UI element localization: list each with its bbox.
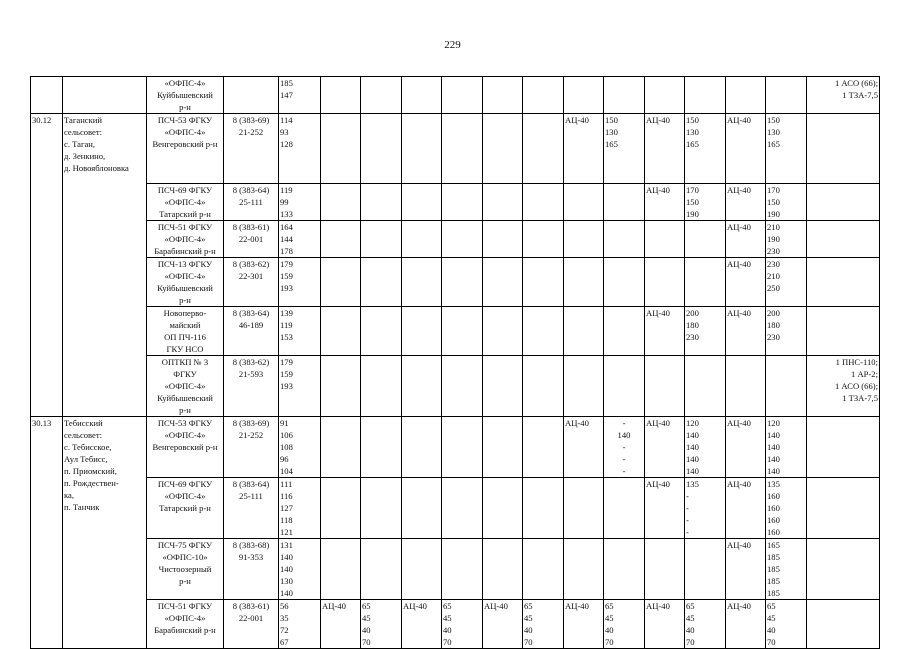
time-value-cell — [442, 356, 483, 417]
time-value-cell — [442, 184, 483, 221]
arrival-time-cell: 139 119 153 — [279, 307, 321, 356]
fire-unit-cell: «ОФПС-4» Куйбышевский р-н — [147, 77, 224, 114]
vehicle-type-cell — [321, 77, 361, 114]
time-value-cell — [523, 114, 564, 184]
time-value-cell — [361, 539, 402, 600]
vehicle-type-cell: АЦ-40 — [564, 114, 604, 184]
vehicle-type-cell — [645, 356, 685, 417]
table-row — [31, 600, 880, 649]
vehicle-type-cell — [645, 258, 685, 307]
time-value-cell: 150 130 165 — [766, 114, 807, 184]
time-value-cell — [361, 307, 402, 356]
arrival-time-cell: 114 93 128 — [279, 114, 321, 184]
fire-unit-cell: ПСЧ-13 ФГКУ «ОФПС-4» Куйбышевский р-н — [147, 258, 224, 307]
vehicle-type-cell — [483, 258, 523, 307]
time-value-cell: 65 45 40 70 — [766, 600, 807, 649]
time-value-cell — [361, 356, 402, 417]
arrival-time-cell: 119 99 133 — [279, 184, 321, 221]
time-value-cell: 165 185 185 185 185 — [766, 539, 807, 600]
time-value-cell — [523, 184, 564, 221]
phone-cell: 8 (383-64) 25-111 — [224, 478, 279, 539]
time-value-cell: 200 180 230 — [685, 307, 726, 356]
item-number-cell: 30.13 — [31, 417, 63, 649]
time-value-cell — [523, 258, 564, 307]
time-value-cell — [361, 184, 402, 221]
extra-equipment-cell — [807, 221, 880, 258]
time-value-cell: 170 150 190 — [766, 184, 807, 221]
vehicle-type-cell — [483, 417, 523, 478]
time-value-cell — [361, 77, 402, 114]
phone-cell: 8 (383-68) 91-353 — [224, 539, 279, 600]
settlement-cell — [63, 77, 147, 114]
time-value-cell: 65 45 40 70 — [361, 600, 402, 649]
time-value-cell: 200 180 230 — [766, 307, 807, 356]
vehicle-type-cell: АЦ-40 — [645, 600, 685, 649]
vehicle-type-cell — [483, 221, 523, 258]
vehicle-type-cell — [726, 77, 766, 114]
time-value-cell — [766, 77, 807, 114]
time-value-cell: 65 45 40 70 — [442, 600, 483, 649]
time-value-cell — [361, 258, 402, 307]
fire-units-table — [30, 76, 880, 649]
vehicle-type-cell — [402, 221, 442, 258]
time-value-cell — [685, 77, 726, 114]
table-row — [31, 258, 880, 307]
fire-unit-cell: ПСЧ-51 ФГКУ «ОФПС-4» Барабинский р-н — [147, 600, 224, 649]
extra-equipment-cell — [807, 114, 880, 184]
vehicle-type-cell — [321, 417, 361, 478]
fire-unit-cell: ПСЧ-53 ФГКУ «ОФПС-4» Венгеровский р-н — [147, 114, 224, 184]
extra-equipment-cell — [807, 417, 880, 478]
phone-cell: 8 (383-62) 21-593 — [224, 356, 279, 417]
time-value-cell: 65 45 40 70 — [685, 600, 726, 649]
arrival-time-cell: 179 159 193 — [279, 258, 321, 307]
fire-unit-cell: ОПТКП № 3 ФГКУ «ОФПС-4» Куйбышевский р-н — [147, 356, 224, 417]
vehicle-type-cell — [483, 114, 523, 184]
arrival-time-cell: 91 106 108 96 104 — [279, 417, 321, 478]
vehicle-type-cell: АЦ-40 — [564, 417, 604, 478]
vehicle-type-cell: АЦ-40 — [726, 417, 766, 478]
arrival-time-cell: 179 159 193 — [279, 356, 321, 417]
fire-unit-cell: ПСЧ-69 ФГКУ «ОФПС-4» Татарский р-н — [147, 478, 224, 539]
time-value-cell — [604, 258, 645, 307]
vehicle-type-cell — [483, 478, 523, 539]
time-value-cell — [523, 539, 564, 600]
time-value-cell — [604, 478, 645, 539]
time-value-cell: 120 140 140 140 140 — [766, 417, 807, 478]
extra-equipment-cell — [807, 600, 880, 649]
table-row — [31, 539, 880, 600]
time-value-cell — [523, 417, 564, 478]
time-value-cell: 120 140 140 140 140 — [685, 417, 726, 478]
time-value-cell — [604, 356, 645, 417]
time-value-cell: - 140 - - - — [604, 417, 645, 478]
time-value-cell — [604, 77, 645, 114]
vehicle-type-cell: АЦ-40 — [402, 600, 442, 649]
vehicle-type-cell — [321, 307, 361, 356]
arrival-time-cell: 56 35 72 67 — [279, 600, 321, 649]
time-value-cell: 65 45 40 70 — [523, 600, 564, 649]
vehicle-type-cell — [402, 184, 442, 221]
time-value-cell — [523, 221, 564, 258]
fire-unit-cell: ПСЧ-51 ФГКУ «ОФПС-4» Барабинский р-н — [147, 221, 224, 258]
phone-cell: 8 (383-62) 22-301 — [224, 258, 279, 307]
vehicle-type-cell — [402, 307, 442, 356]
time-value-cell — [523, 307, 564, 356]
vehicle-type-cell — [645, 77, 685, 114]
vehicle-type-cell — [564, 307, 604, 356]
vehicle-type-cell: АЦ-40 — [645, 417, 685, 478]
vehicle-type-cell: АЦ-40 — [726, 258, 766, 307]
table-row — [31, 184, 880, 221]
vehicle-type-cell: АЦ-40 — [645, 184, 685, 221]
time-value-cell — [604, 539, 645, 600]
table-row — [31, 114, 880, 184]
time-value-cell — [361, 417, 402, 478]
vehicle-type-cell — [483, 77, 523, 114]
vehicle-type-cell — [564, 258, 604, 307]
phone-cell: 8 (383-69) 21-252 — [224, 417, 279, 478]
time-value-cell — [361, 221, 402, 258]
extra-equipment-cell: 1 АСО (66); 1 ТЗА-7,5 — [807, 77, 880, 114]
time-value-cell — [685, 221, 726, 258]
time-value-cell: 135 160 160 160 160 — [766, 478, 807, 539]
time-value-cell: 135 - - - - — [685, 478, 726, 539]
item-number-cell: 30.12 — [31, 114, 63, 417]
vehicle-type-cell — [645, 221, 685, 258]
time-value-cell — [442, 221, 483, 258]
vehicle-type-cell — [483, 356, 523, 417]
vehicle-type-cell: АЦ-40 — [645, 307, 685, 356]
vehicle-type-cell: АЦ-40 — [564, 600, 604, 649]
vehicle-type-cell: АЦ-40 — [483, 600, 523, 649]
time-value-cell — [685, 258, 726, 307]
page-number: 229 — [444, 39, 461, 51]
table-row — [31, 307, 880, 356]
vehicle-type-cell — [321, 539, 361, 600]
vehicle-type-cell: АЦ-40 — [726, 184, 766, 221]
vehicle-type-cell — [564, 478, 604, 539]
time-value-cell — [604, 184, 645, 221]
extra-equipment-cell: 1 ПНС-110; 1 АР-2; 1 АСО (66); 1 ТЗА-7,5 — [807, 356, 880, 417]
time-value-cell: 170 150 190 — [685, 184, 726, 221]
arrival-time-cell: 111 116 127 118 121 — [279, 478, 321, 539]
time-value-cell — [442, 539, 483, 600]
extra-equipment-cell — [807, 184, 880, 221]
time-value-cell — [604, 221, 645, 258]
time-value-cell — [523, 478, 564, 539]
vehicle-type-cell — [645, 539, 685, 600]
table-row — [31, 221, 880, 258]
phone-cell: 8 (383-69) 21-252 — [224, 114, 279, 184]
phone-cell — [224, 77, 279, 114]
vehicle-type-cell — [402, 258, 442, 307]
time-value-cell — [523, 356, 564, 417]
time-value-cell — [361, 114, 402, 184]
vehicle-type-cell: АЦ-40 — [726, 221, 766, 258]
vehicle-type-cell — [564, 184, 604, 221]
time-value-cell — [442, 478, 483, 539]
extra-equipment-cell — [807, 307, 880, 356]
time-value-cell — [442, 114, 483, 184]
item-number-cell — [31, 77, 63, 114]
time-value-cell — [766, 356, 807, 417]
fire-unit-cell: ПСЧ-53 ФГКУ «ОФПС-4» Венгеровский р-н — [147, 417, 224, 478]
time-value-cell — [361, 478, 402, 539]
vehicle-type-cell: АЦ-40 — [645, 478, 685, 539]
table-row — [31, 77, 880, 114]
vehicle-type-cell — [483, 184, 523, 221]
vehicle-type-cell — [564, 356, 604, 417]
vehicle-type-cell — [483, 307, 523, 356]
time-value-cell — [442, 417, 483, 478]
arrival-time-cell: 164 144 178 — [279, 221, 321, 258]
vehicle-type-cell — [402, 114, 442, 184]
vehicle-type-cell — [402, 77, 442, 114]
time-value-cell — [685, 539, 726, 600]
vehicle-type-cell: АЦ-40 — [726, 307, 766, 356]
vehicle-type-cell — [564, 77, 604, 114]
extra-equipment-cell — [807, 478, 880, 539]
vehicle-type-cell — [564, 539, 604, 600]
time-value-cell — [685, 356, 726, 417]
extra-equipment-cell — [807, 539, 880, 600]
arrival-time-cell: 131 140 140 130 140 — [279, 539, 321, 600]
vehicle-type-cell: АЦ-40 — [321, 600, 361, 649]
vehicle-type-cell: АЦ-40 — [645, 114, 685, 184]
time-value-cell: 150 130 165 — [685, 114, 726, 184]
phone-cell: 8 (383-61) 22-001 — [224, 221, 279, 258]
vehicle-type-cell — [564, 221, 604, 258]
vehicle-type-cell: АЦ-40 — [726, 600, 766, 649]
table-row — [31, 356, 880, 417]
arrival-time-cell: 185 147 — [279, 77, 321, 114]
time-value-cell — [523, 77, 564, 114]
vehicle-type-cell: АЦ-40 — [726, 114, 766, 184]
vehicle-type-cell — [321, 114, 361, 184]
time-value-cell: 150 130 165 — [604, 114, 645, 184]
fire-unit-cell: Новоперво- майский ОП ПЧ-116 ГКУ НСО — [147, 307, 224, 356]
extra-equipment-cell — [807, 258, 880, 307]
phone-cell: 8 (383-64) 25-111 — [224, 184, 279, 221]
fire-unit-cell: ПСЧ-75 ФГКУ «ОФПС-10» Чистоозерный р-н — [147, 539, 224, 600]
vehicle-type-cell: АЦ-40 — [726, 539, 766, 600]
vehicle-type-cell — [402, 356, 442, 417]
fire-unit-cell: ПСЧ-69 ФГКУ «ОФПС-4» Татарский р-н — [147, 184, 224, 221]
settlement-cell: Тебисский сельсовет: с. Тебисское, Аул Тебисс, п. Приомский, п. Рождествен- ка, п. Танчик — [63, 417, 147, 649]
time-value-cell: 65 45 40 70 — [604, 600, 645, 649]
vehicle-type-cell — [483, 539, 523, 600]
time-value-cell: 210 190 230 — [766, 221, 807, 258]
time-value-cell — [442, 77, 483, 114]
vehicle-type-cell — [321, 221, 361, 258]
settlement-cell: Таганский сельсовет: с. Таган, д. Зенкино, д. Новояблоновка — [63, 114, 147, 417]
vehicle-type-cell — [321, 258, 361, 307]
vehicle-type-cell — [726, 356, 766, 417]
time-value-cell — [604, 307, 645, 356]
phone-cell: 8 (383-64) 46-189 — [224, 307, 279, 356]
vehicle-type-cell — [321, 356, 361, 417]
vehicle-type-cell — [402, 539, 442, 600]
phone-cell: 8 (383-61) 22-001 — [224, 600, 279, 649]
time-value-cell — [442, 258, 483, 307]
table-row — [31, 478, 880, 539]
time-value-cell — [442, 307, 483, 356]
table-row — [31, 417, 880, 478]
vehicle-type-cell — [321, 184, 361, 221]
vehicle-type-cell — [321, 478, 361, 539]
time-value-cell: 230 210 250 — [766, 258, 807, 307]
vehicle-type-cell — [402, 417, 442, 478]
vehicle-type-cell — [402, 478, 442, 539]
vehicle-type-cell: АЦ-40 — [726, 478, 766, 539]
